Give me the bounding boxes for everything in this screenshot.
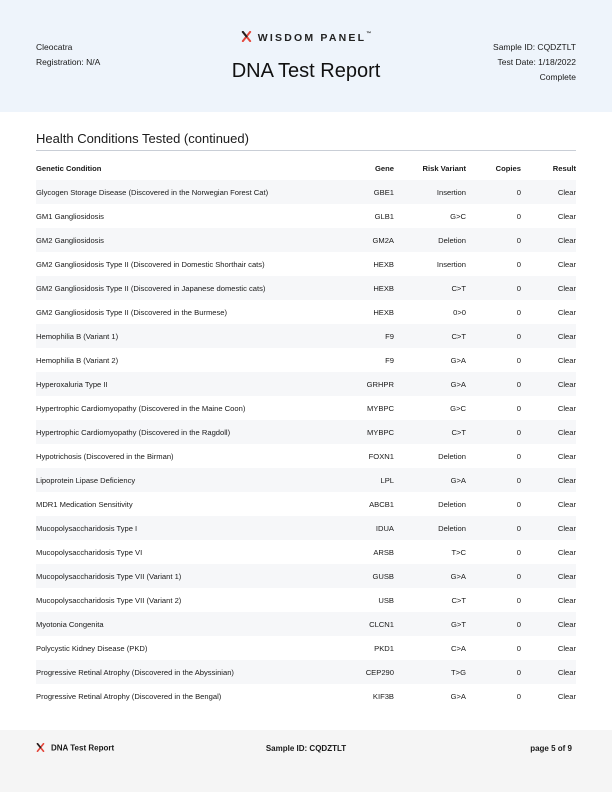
- copies-cell: 0: [516, 427, 521, 437]
- copies-cell: 0: [516, 547, 521, 557]
- gene-cell: USB: [378, 595, 394, 605]
- condition-cell: GM2 Gangliosidosis Type II (Discovered in Japanese domestic cats): [36, 283, 266, 293]
- risk-variant-cell: G>A: [450, 475, 466, 485]
- gene-cell: F9: [385, 331, 394, 341]
- risk-variant-cell: G>A: [450, 355, 466, 365]
- table-row: [36, 540, 576, 564]
- result-cell: Clear: [557, 619, 576, 629]
- table-row: [36, 684, 576, 708]
- gene-cell: GM2A: [372, 235, 394, 245]
- condition-cell: Hemophilia B (Variant 1): [36, 331, 119, 341]
- result-cell: Clear: [557, 331, 576, 341]
- gene-cell: ABCB1: [369, 499, 394, 509]
- copies-cell: 0: [516, 355, 521, 365]
- risk-variant-cell: Insertion: [436, 259, 466, 269]
- risk-variant-cell: 0>0: [453, 307, 466, 317]
- brand-name: WISDOM PANEL: [257, 31, 367, 44]
- table-row: [36, 348, 576, 372]
- condition-cell: Progressive Retinal Atrophy (Discovered in the Abyssinian): [36, 667, 234, 677]
- page-number: page 5 of 9: [530, 744, 572, 753]
- condition-cell: Mucopolysaccharidosis Type VII (Variant 1): [36, 571, 182, 581]
- condition-cell: Hypertrophic Cardiomyopathy (Discovered in the Ragdoll): [36, 427, 231, 437]
- risk-variant-cell: C>A: [451, 643, 466, 653]
- result-cell: Clear: [557, 187, 576, 197]
- condition-cell: Polycystic Kidney Disease (PKD): [36, 643, 148, 653]
- copies-cell: 0: [516, 451, 521, 461]
- table-row: [36, 588, 576, 612]
- result-cell: Clear: [557, 403, 576, 413]
- condition-cell: Hyperoxaluria Type II: [36, 379, 108, 389]
- risk-variant-cell: T>G: [451, 667, 466, 677]
- risk-variant-cell: G>A: [450, 571, 466, 581]
- test-status: Complete: [539, 72, 576, 82]
- copies-cell: 0: [516, 259, 521, 269]
- gene-cell: GRHPR: [366, 379, 394, 389]
- table-row: [36, 300, 576, 324]
- condition-cell: Mucopolysaccharidosis Type I: [36, 523, 138, 533]
- copies-cell: 0: [516, 667, 521, 677]
- wisdom-panel-logo-icon: [241, 31, 252, 45]
- test-date: Test Date: 1/18/2022: [497, 57, 576, 67]
- result-cell: Clear: [557, 499, 576, 509]
- result-cell: Clear: [557, 571, 576, 581]
- risk-variant-cell: G>C: [450, 211, 466, 221]
- gene-cell: HEXB: [373, 259, 394, 269]
- gene-cell: PKD1: [374, 643, 394, 653]
- copies-cell: 0: [516, 307, 521, 317]
- condition-cell: Hemophilia B (Variant 2): [36, 355, 119, 365]
- risk-variant-cell: C>T: [451, 331, 466, 341]
- gene-cell: MYBPC: [366, 403, 394, 413]
- gene-cell: LPL: [380, 475, 394, 485]
- table-row: [36, 372, 576, 396]
- sample-info: [493, 40, 576, 85]
- registration: Registration: N/A: [36, 57, 101, 67]
- copies-cell: 0: [516, 211, 521, 221]
- column-header-result: Result: [552, 163, 576, 173]
- copies-cell: 0: [516, 403, 521, 413]
- risk-variant-cell: C>T: [451, 595, 466, 605]
- copies-cell: 0: [516, 379, 521, 389]
- table-header-row: [36, 156, 576, 180]
- gene-cell: IDUA: [375, 523, 394, 533]
- result-cell: Clear: [557, 691, 576, 701]
- gene-cell: CEP290: [365, 667, 394, 677]
- condition-cell: GM2 Gangliosidosis Type II (Discovered in the Burmese): [36, 307, 228, 317]
- risk-variant-cell: Deletion: [438, 499, 466, 509]
- result-cell: Clear: [557, 547, 576, 557]
- copies-cell: 0: [516, 643, 521, 653]
- gene-cell: F9: [385, 355, 394, 365]
- copies-cell: 0: [516, 691, 521, 701]
- table-row: [36, 564, 576, 588]
- table-row: [36, 180, 576, 204]
- pet-name: Cleocatra: [36, 42, 73, 52]
- condition-cell: Hypotrichosis (Discovered in the Birman): [36, 451, 174, 461]
- copies-cell: 0: [516, 475, 521, 485]
- risk-variant-cell: G>A: [450, 691, 466, 701]
- table-row: [36, 444, 576, 468]
- condition-cell: Hypertrophic Cardiomyopathy (Discovered in the Maine Coon): [36, 403, 246, 413]
- table-row: [36, 276, 576, 300]
- copies-cell: 0: [516, 283, 521, 293]
- condition-cell: Lipoprotein Lipase Deficiency: [36, 475, 136, 485]
- copies-cell: 0: [516, 331, 521, 341]
- footer-report-title: DNA Test Report: [51, 743, 115, 753]
- risk-variant-cell: Deletion: [438, 451, 466, 461]
- result-cell: Clear: [557, 667, 576, 677]
- gene-cell: FOXN1: [368, 451, 394, 461]
- gene-cell: HEXB: [373, 307, 394, 317]
- gene-cell: HEXB: [373, 283, 394, 293]
- gene-cell: GUSB: [372, 571, 394, 581]
- result-cell: Clear: [557, 427, 576, 437]
- result-cell: Clear: [557, 451, 576, 461]
- gene-cell: GBE1: [373, 187, 394, 197]
- table-row: [36, 252, 576, 276]
- condition-cell: Mucopolysaccharidosis Type VI: [36, 547, 143, 557]
- risk-variant-cell: G>T: [451, 619, 466, 629]
- risk-variant-cell: Deletion: [438, 235, 466, 245]
- table-row: [36, 228, 576, 252]
- result-cell: Clear: [557, 211, 576, 221]
- risk-variant-cell: T>C: [451, 547, 466, 557]
- brand-trademark: ™: [366, 31, 372, 37]
- result-cell: Clear: [557, 643, 576, 653]
- table-row: [36, 396, 576, 420]
- page-title: DNA Test Report: [231, 60, 381, 82]
- condition-cell: GM1 Gangliosidosis: [36, 211, 104, 221]
- result-cell: Clear: [557, 283, 576, 293]
- column-header-condition: Genetic Condition: [36, 163, 102, 173]
- copies-cell: 0: [516, 571, 521, 581]
- condition-cell: GM2 Gangliosidosis: [36, 235, 104, 245]
- copies-cell: 0: [516, 619, 521, 629]
- risk-variant-cell: Insertion: [436, 187, 466, 197]
- result-cell: Clear: [557, 259, 576, 269]
- gene-cell: ARSB: [373, 547, 394, 557]
- copies-cell: 0: [516, 523, 521, 533]
- copies-cell: 0: [516, 595, 521, 605]
- result-cell: Clear: [557, 475, 576, 485]
- table-row: [36, 420, 576, 444]
- copies-cell: 0: [516, 499, 521, 509]
- result-cell: Clear: [557, 595, 576, 605]
- result-cell: Clear: [557, 523, 576, 533]
- risk-variant-cell: C>T: [451, 427, 466, 437]
- condition-cell: MDR1 Medication Sensitivity: [36, 499, 133, 509]
- result-cell: Clear: [557, 235, 576, 245]
- risk-variant-cell: C>T: [451, 283, 466, 293]
- table-row: [36, 492, 576, 516]
- table-row: [36, 636, 576, 660]
- result-cell: Clear: [557, 355, 576, 365]
- risk-variant-cell: G>A: [450, 379, 466, 389]
- condition-cell: Glycogen Storage Disease (Discovered in the Norwegian Forest Cat): [36, 187, 269, 197]
- result-cell: Clear: [557, 307, 576, 317]
- copies-cell: 0: [516, 235, 521, 245]
- gene-cell: CLCN1: [369, 619, 394, 629]
- table-row: [36, 468, 576, 492]
- result-cell: Clear: [557, 379, 576, 389]
- condition-cell: Myotonia Congenita: [36, 619, 104, 629]
- section-title: Health Conditions Tested (continued): [36, 131, 576, 151]
- table-row: [36, 516, 576, 540]
- gene-cell: KIF3B: [372, 691, 394, 701]
- health-conditions-table: [36, 156, 576, 708]
- gene-cell: GLB1: [374, 211, 394, 221]
- risk-variant-cell: G>C: [450, 403, 466, 413]
- table-row: [36, 324, 576, 348]
- condition-cell: Progressive Retinal Atrophy (Discovered in the Bengal): [36, 691, 222, 701]
- risk-variant-cell: Deletion: [438, 523, 466, 533]
- column-header-copies: Copies: [495, 163, 521, 173]
- page-footer: [0, 730, 612, 792]
- table-row: [36, 660, 576, 684]
- sample-id: Sample ID: CQDZTLT: [493, 42, 576, 52]
- table-row: [36, 204, 576, 228]
- footer-sample-id: Sample ID: CQDZTLT: [265, 744, 347, 753]
- condition-cell: Mucopolysaccharidosis Type VII (Variant 2): [36, 595, 182, 605]
- gene-cell: MYBPC: [366, 427, 394, 437]
- column-header-gene: Gene: [375, 163, 394, 173]
- report-header: [0, 0, 612, 112]
- column-header-risk-variant: Risk Variant: [422, 163, 466, 173]
- table-row: [36, 612, 576, 636]
- copies-cell: 0: [516, 187, 521, 197]
- condition-cell: GM2 Gangliosidosis Type II (Discovered in Domestic Shorthair cats): [36, 259, 265, 269]
